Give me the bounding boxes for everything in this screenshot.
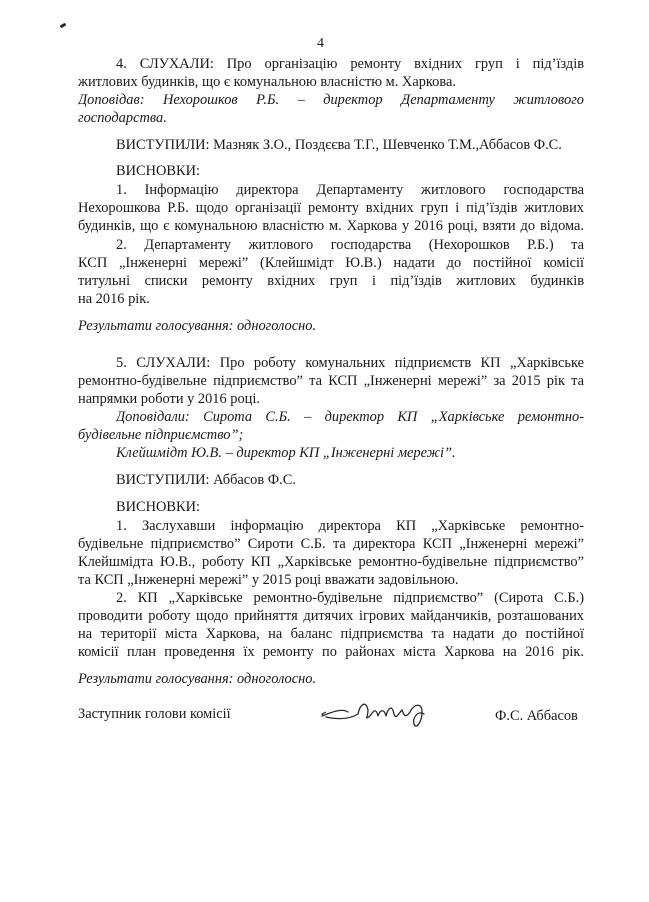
item4-c2-line3: титульні списки ремонту вхідних груп і під’їздів житлових будинків xyxy=(78,273,584,289)
item4-conclusions-heading: ВИСНОВКИ: xyxy=(116,163,200,179)
item5-reporters-line3: Клейшмідт Ю.В. – директор КП „Інженерні мережі”. xyxy=(116,445,456,461)
item5-heard-line1: 5. СЛУХАЛИ: Про роботу комунальних підприємств КП „Харківське xyxy=(116,355,584,371)
item5-c1-line4: та КСП „Інженерні мережі” у 2015 році вважати задовільною. xyxy=(78,572,459,588)
item4-reporter-line1: Доповідав: Нехорошков Р.Б. – директор Департаменту житлового xyxy=(78,92,584,108)
item4-c1-line2: Нехорошкова Р.Б. щодо організації ремонту вхідних груп і під’їздів житлових xyxy=(78,200,584,216)
item4-c2-line4: на 2016 рік. xyxy=(78,291,150,307)
item5-c1-line3: Клейшмідта Ю.В., роботу КП „Харківське ремонтно-будівельне підприємство” xyxy=(78,554,584,570)
item5-heard-line2: ремонтно-будівельне підприємство” та КСП „Інженерні мережі” за 2015 рік та xyxy=(78,373,584,389)
item5-c2-line1: 2. КП „Харківське ремонтно-будівельне підприємство” (Сирота С.Б.) xyxy=(116,590,584,606)
item4-heard-line1: 4. СЛУХАЛИ: Про організацію ремонту вхідних груп і під’їздів xyxy=(116,56,584,72)
item4-heard-line2: житлових будинків, що є комунальною власністю м. Харкова. xyxy=(78,74,456,90)
item4-c1-line1: 1. Інформацію директора Департаменту житлового господарства xyxy=(116,182,584,198)
signoff-name: Ф.С. Аббасов xyxy=(495,708,578,724)
handwritten-signature xyxy=(318,690,438,740)
item5-vote-result: Результати голосування: одноголосно. xyxy=(78,671,317,687)
item4-c2-line1: 2. Департаменту житлового господарства (Нехорошков Р.Б.) та xyxy=(116,237,584,253)
item5-c2-line3: на території міста Харкова, на баланс підприємства та надати до постійної xyxy=(78,626,584,642)
item5-reporters-line1: Доповідали: Сирота С.Б. – директор КП „Харківське ремонтно- xyxy=(116,409,584,425)
item5-c2-line4: комісії план проведення їх ремонту по районах міста Харкова на 2016 рік. xyxy=(78,644,584,660)
item5-speakers: ВИСТУПИЛИ: Аббасов Ф.С. xyxy=(116,472,296,488)
page-number: 4 xyxy=(317,36,324,51)
scan-speck xyxy=(60,23,67,29)
item5-conclusions-heading: ВИСНОВКИ: xyxy=(116,499,200,515)
item5-c1-line2: будівельне підприємство” Сироти С.Б. та директора КСП „Інженерні мережі” xyxy=(78,536,584,552)
item5-c1-line1: 1. Заслухавши інформацію директора КП „Харківське ремонтно- xyxy=(116,518,584,534)
item4-reporter-line2: господарства. xyxy=(78,110,167,126)
item4-vote-result: Результати голосування: одноголосно. xyxy=(78,318,317,334)
item4-speakers: ВИСТУПИЛИ: Мазняк З.О., Поздєєва Т.Г., Шевченко Т.М.,Аббасов Ф.С. xyxy=(116,137,562,153)
item5-reporters-line2: будівельне підприємство”; xyxy=(78,427,244,443)
item5-heard-line3: напрямки роботи у 2016 році. xyxy=(78,391,260,407)
item5-c2-line2: проводити роботу щодо прийняття дитячих ігрових майданчиків, розташованих xyxy=(78,608,584,624)
signoff-position: Заступник голови комісії xyxy=(78,706,231,722)
item4-c1-line3: будинків, що є комунальною власністю м. Харкова у 2016 році, взяти до відома. xyxy=(78,218,584,234)
item4-c2-line2: КСП „Інженерні мережі” (Клейшмідт Ю.В.) надати до постійної комісії xyxy=(78,255,584,271)
